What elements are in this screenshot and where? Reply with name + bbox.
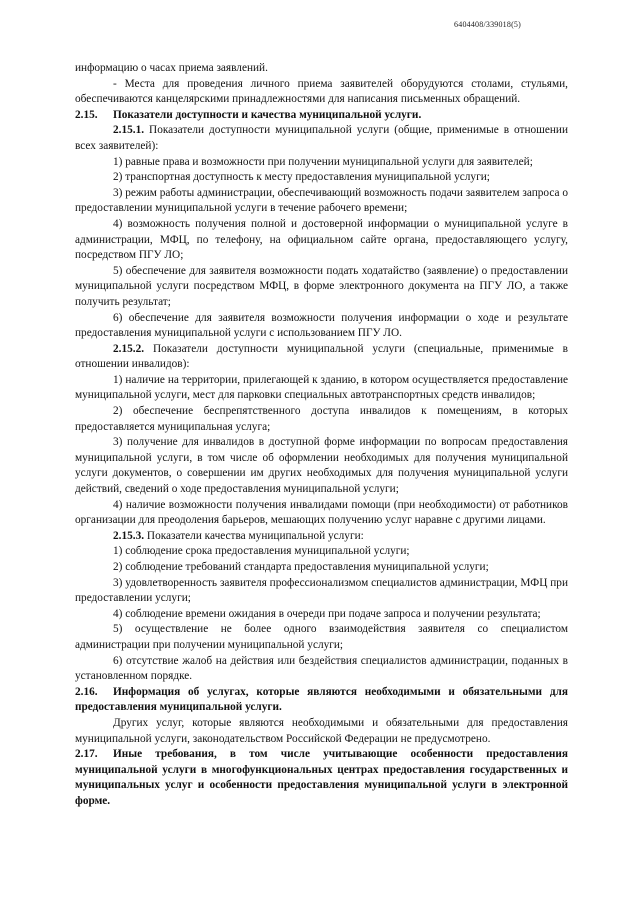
subsection-number: 2.15.2.	[113, 342, 145, 355]
list-item: 4) наличие возможности получения инвалидами помощи (при необходимости) от работников организации для преодоления барьеров, мешающих получению услуг наравне с другими лицами.	[75, 498, 568, 527]
section-2-15-heading	[75, 108, 568, 124]
subsection-2-15-3	[75, 529, 568, 545]
subsection-number: 2.15.3.	[113, 529, 145, 542]
intro-paragraph: - Места для проведения личного приема заявителей оборудуются столами, стульями, обеспечиваются канцелярскими принадлежностями для написания письменных обращений.	[75, 77, 568, 106]
subsection-text: Показатели качества муниципальной услуги:	[146, 529, 364, 542]
section-2-17-heading	[75, 747, 568, 809]
list-item: 2) транспортная доступность к месту предоставления муниципальной услуги;	[113, 171, 490, 184]
section-title: Иные требования, в том числе учитывающие особенности предоставления муниципальной услуги в многофункциональных центрах предоставления государственных и муниципальных услуг и особенности предоставления муниципальной услуги в электронной форме.	[75, 748, 568, 807]
section-2-16-text: Других услуг, которые являются необходимыми и обязательными для предоставления муниципальной услуги, законодательством Российской Федерации не предусмотрено.	[75, 716, 568, 745]
section-number: 2.15.	[75, 108, 98, 121]
subsection-2-15-2	[75, 342, 568, 373]
list-item: 4) соблюдение времени ожидания в очереди при подаче запроса и получении результата;	[113, 607, 541, 620]
subsection-text: Показатели доступности муниципальной услуги (общие, применимые в отношении всех заявителей):	[75, 124, 568, 152]
list-item: 4) возможность получения полной и достоверной информации о муниципальной услуге в администрации, МФЦ, по телефону, на официальном сайте органа, предоставляющего услугу, посредством ПГУ ЛО;	[75, 217, 568, 262]
list-item: 5) обеспечение для заявителя возможности подать ходатайство (заявление) о предоставлении муниципальной услуги посредством МФЦ, в форме электронного документа на ПГУ ЛО, а также получить результат;	[75, 264, 568, 308]
subsection-2-15-1	[75, 123, 568, 154]
list-item: 3) получение для инвалидов в доступной форме информации по вопросам предоставления муниципальной услуги, в том числе об оформлении необходимых для получения муниципальной услуги документов, о совершении им других необходимых для получения муниципальной услуги действий, сведений о ходе предоставления муниципальной услуги;	[75, 436, 568, 496]
document-code: 6404408/339018(5)	[454, 20, 521, 29]
section-title: Показатели доступности и качества муниципальной услуги.	[113, 108, 422, 121]
list-item: 2) соблюдение требований стандарта предоставления муниципальной услуги;	[113, 561, 489, 573]
list-item: 1) наличие на территории, прилегающей к зданию, в котором осуществляется предоставление муниципальной услуги, мест для парковки специальных автотранспортных средств инвалидов;	[75, 373, 568, 402]
list-item: 1) соблюдение срока предоставления муниципальной услуги;	[113, 545, 410, 558]
intro-line: информацию о часах приема заявлений.	[75, 62, 268, 74]
subsection-text: Показатели доступности муниципальной услуги (специальные, применимые в отношении инвалидов):	[75, 342, 569, 371]
list-item: 1) равные права и возможности при получении муниципальной услуги для заявителей;	[113, 155, 533, 168]
list-item: 6) обеспечение для заявителя возможности получения информации о ходе и результате предоставления муниципальной услуги с использованием ПГУ ЛО.	[75, 311, 568, 340]
section-title: Информация об услугах, которые являются необходимыми и обязательными для предоставления муниципальной услуги.	[75, 685, 568, 714]
list-item: 3) удовлетворенность заявителя профессионализмом специалистов администрации, МФЦ при предоставлении услуги;	[75, 576, 568, 605]
section-2-16-heading	[75, 685, 568, 716]
list-item: 2) обеспечение беспрепятственного доступа инвалидов к помещениям, в которых предоставляется муниципальная услуга;	[75, 405, 568, 433]
section-number: 2.16.	[75, 685, 98, 698]
list-item: 5) осуществление не более одного взаимодействия заявителя со специалистом администрации при получении муниципальной услуги;	[75, 623, 568, 651]
document-page	[75, 61, 568, 810]
list-item: 3) режим работы администрации, обеспечивающий возможность подачи заявителем запроса о предоставлении муниципальной услуги в течение рабочего времени;	[75, 186, 568, 215]
list-item: 6) отсутствие жалоб на действия или бездействия специалистов администрации, поданных в установленном порядке.	[75, 654, 568, 683]
section-number: 2.17.	[75, 748, 98, 761]
subsection-number: 2.15.1.	[113, 124, 145, 137]
